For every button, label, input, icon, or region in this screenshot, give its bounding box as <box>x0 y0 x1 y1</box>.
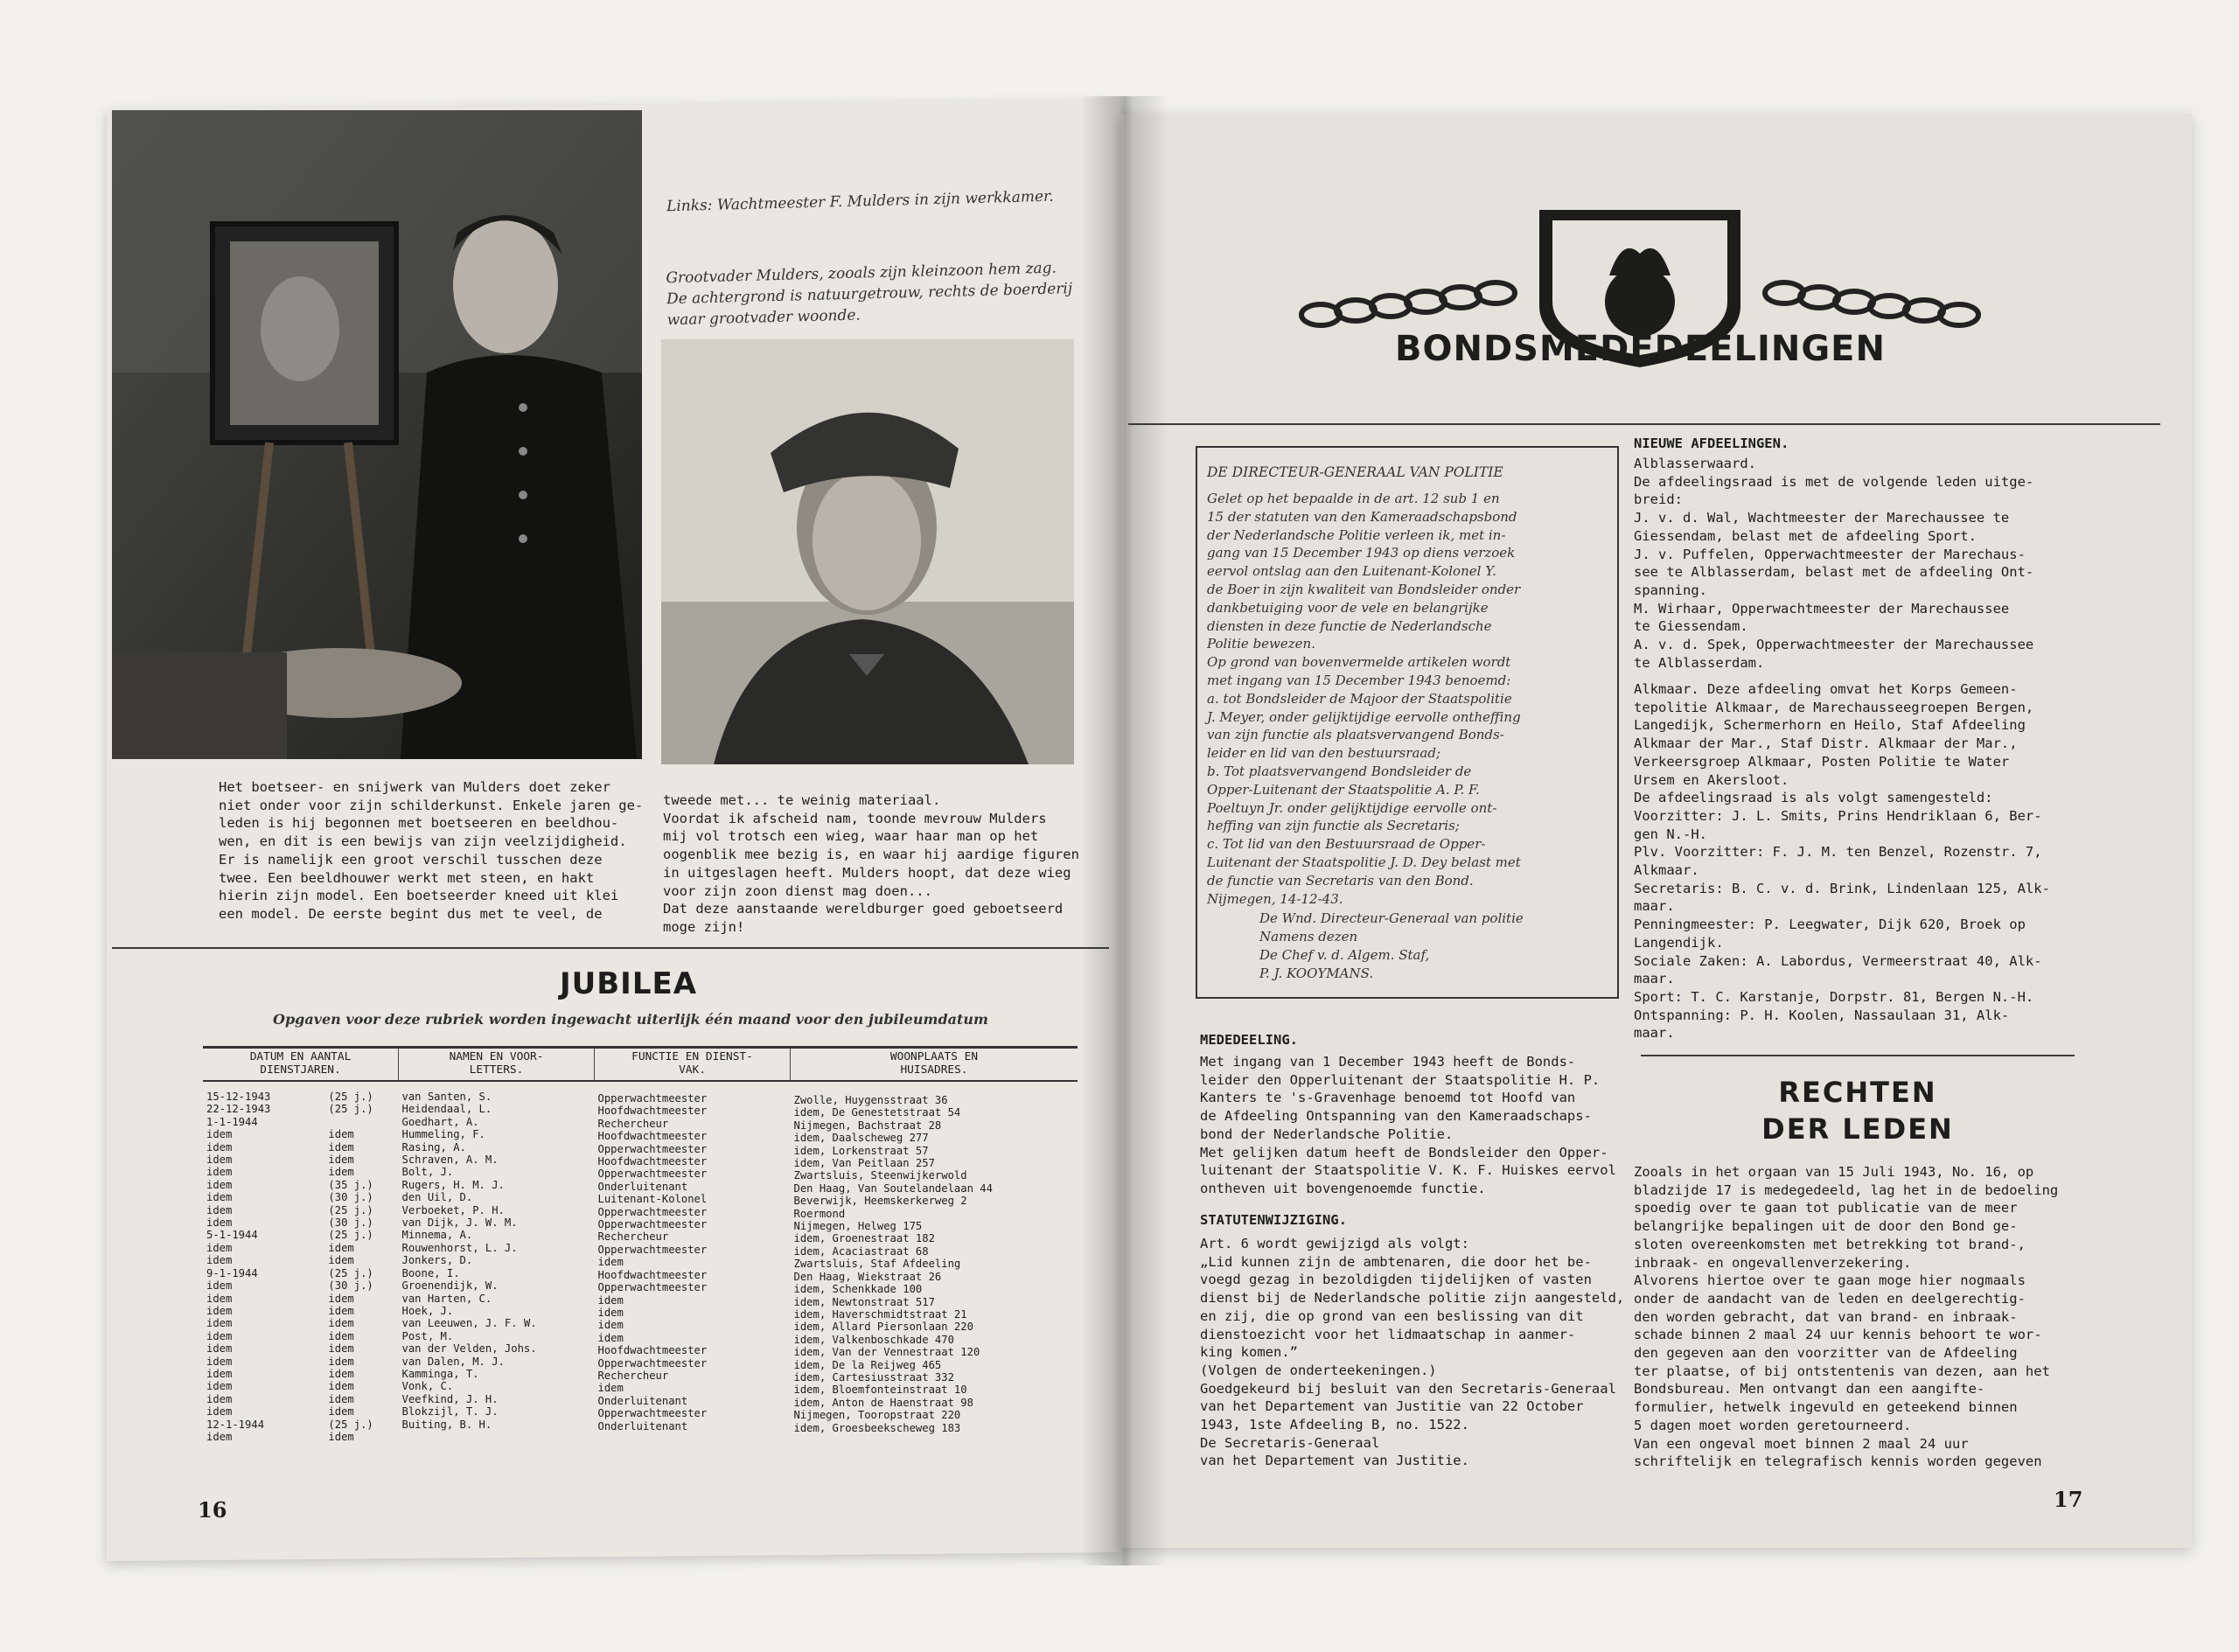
statuten-heading: STATUTENWIJZIGING. <box>1200 1212 1347 1228</box>
nieuwe-afdeelingen-text: Alblasserwaard. De afdeelingsraad is met de volgende leden uitge- breid: J. v. d. Wal, Wachtmeester der Marechaussee te Giessendam, belast met de afdeeling Sport. J. v. Puffelen, Opperwachtmeester der Marechaus- see te Alblasserdam, belast met de afdeeling Ont- spanning. M. Wirhaar, Opperwachtmeester der Marechaussee te Giessendam. A. v. d. Spek, Opperwachtmeester der Marechaussee te Alblasserdam. <box>1634 456 2034 671</box>
table-header-date: DATUM EN AANTAL DIENSTJAREN. <box>203 1048 399 1082</box>
rechten-title: RECHTEN DER LEDEN <box>1761 1076 1954 1146</box>
rechten-text: Zooals in het orgaan van 15 Juli 1943, No. 16, op bladzijde 17 is medegedeeld, lag het in de bedoeling spoedig over te gaan tot publicatie van de meer belangrijke bepalingen uit de door den Bond ge- sloten overeenkomsten met betrekking tot brand-, inbraak- en ongevallenverzekering. Alvorens hiertoe over te gaan moge hier nogmaals onder de aandacht van de leden en deelgerechtig- den worden gebracht, dat van brand- en inbraak- schade binnen 2 maal 24 uur kennis behoort te wor- den gegeven aan den voorzitter van de Afdeeling ter plaatse, of bij ontstentenis van dezen, aan het Bondsbureau. Men ontvangt dan een aangifte- formulier, hetwelk ingevuld en geteekend binnen 5 dagen moet worden geretourneerd. Van een ongeval moet binnen 2 maal 24 uur schriftelijk en telegrafisch kennis worden gegeven <box>1634 1164 2059 1470</box>
photo-grandfather <box>661 339 1074 764</box>
table-col-date: 15-12-1943 (25 j.) 22-12-1943 (25 j.) 1-1-1944 idem idem idem idem idem idem idem idem idem (35 j.) idem (30 j.) idem (25 j.) idem (30 j.) 5-1-1944 (25 j.) idem idem idem idem 9-1-1944 (25 j.) idem (30 j.) idem idem idem idem idem idem idem idem idem idem idem idem idem idem idem idem idem idem idem idem 12-1-1944 (25 j.) idem idem <box>206 1091 373 1443</box>
article-text-col2: tweede met... te weinig materiaal. Voordat ik afscheid nam, toonde mevrouw Mulders mij vol trotsch een wieg, waar haar man op het oogenblik mee bezig is, en waar hij aardige figuren in uitgeslagen heeft. Mulders hoopt, dat deze wieg voor zijn zoon dienst mag doen... Dat deze aanstaande wereldburger goed geboetseerd moge zijn! <box>663 792 1079 935</box>
page-number-left: 16 <box>198 1497 227 1523</box>
table-col-function: Opperwachtmeester Hoofdwachtmeester Rechercheur Hoofdwachtmeester Opperwachtmeester Hoofdwachtmeester Opperwachtmeester Onderluitenant Luitenant-Kolonel Opperwachtmeester Opperwachtmeester Rechercheur Opperwachtmeester idem Hoofdwachtmeester Opperwachtmeester idem idem idem idem Hoofdwachtmeester Opperwachtmeester Rechercheur idem Onderluitenant Opperwachtmeester Onderluitenant <box>597 1092 708 1432</box>
page-gutter <box>1081 96 1168 1565</box>
table-header-function: FUNCTIE EN DIENST- VAK. <box>595 1048 791 1082</box>
box-signature: De Wnd. Directeur-Generaal van politie Namens dezen De Chef v. d. Algem. Staf, P. J. KOOYMANS. <box>1259 910 1524 981</box>
table-header-address: WOONPLAATS EN HUISADRES. <box>791 1048 1078 1082</box>
box-title: DE DIRECTEUR-GENERAAL VAN POLITIE <box>1207 464 1503 480</box>
table-header-names: NAMEN EN VOOR- LETTERS. <box>399 1048 595 1082</box>
page-number-right: 17 <box>2054 1487 2083 1512</box>
statuten-text: Art. 6 wordt gewijzigd als volgt: „Lid kunnen zijn de ambtenaren, die door het be- voegd gezag in bezoldigden tijdelijken of vasten dienst bij de Nederlandsche politie zijn aangesteld, en zij, die op grond van een beslissing van dit dienstoezicht voor het lidmaatschap in aanmer- king komen.” (Volgen de onderteekeningen.) Goedgekeurd bij besluit van den Secretaris-Generaal van het Departement van Justitie van 22 October 1943, 1ste Afdeeling B, no. 1522. De Secretaris-Generaal van het Departement van Justitie. <box>1200 1236 1625 1469</box>
jubilea-title: JUBILEA <box>560 966 698 1001</box>
table-col-address: Zwolle, Huygensstraat 36 idem, De Genestetstraat 54 Nijmegen, Bachstraat 28 idem, Daalscheweg 277 idem, Lorkenstraat 57 idem, Van Peitlaan 257 Zwartsluis, Steenwijkerwold Den Haag, Van Soutelandelaan 44 Beverwijk, Heemskerkerweg 2 Roermond Nijmegen, Helweg 175 idem, Groenestraat 182 idem, Acaciastraat 68 Zwartsluis, Staf Afdeeling Den Haag, Wiekstraat 26 idem, Schenkkade 100 idem, Newtonstraat 517 idem, Haverschmidtstraat 21 idem, Allard Piersonlaan 220 idem, Valkenboschkade 470 idem, Van der Vennestraat 120 idem, De la Reijweg 465 idem, Cartesiusstraat 332 idem, Bloemfonteinstraat 10 idem, Anton de Haenstraat 98 Nijmegen, Tooropstraat 220 idem, Groesbeekscheweg 183 <box>793 1094 993 1434</box>
jubilea-subtitle: Opgaven voor deze rubriek worden ingewacht uiterlijk één maand voor den jubileumdatum <box>273 1011 988 1028</box>
jubilea-table <box>203 1046 1078 1443</box>
masthead-title: BONDSMEDEDEELINGEN <box>1395 329 1886 369</box>
mededeeling-heading: MEDEDEELING. <box>1200 1032 1298 1048</box>
caption-left-photo: Links: Wachtmeester F. Mulders in zijn werkkamer. <box>666 187 1054 216</box>
table-col-names: van Santen, S. Heidendaal, L. Goedhart, A. Hummeling, F. Rasing, A. Schraven, A. M. Bolt, J. Rugers, H. M. J. den Uil, D. Verboeket, P. H. van Dijk, J. W. M. Minnema, A. Rouwenhorst, L. J. Jonkers, D. Boone, I. Groenendijk, W. van Harten, C. Hoek, J. van Leeuwen, J. F. W. Post, M. van der Velden, Johs. van Dalen, M. J. Kamminga, T. Vonk, C. Veefkind, J. H. Blokzijl, T. J. Buiting, B. H. <box>401 1091 537 1431</box>
photo-painter <box>112 110 642 759</box>
box-text: Gelet op het bepaalde in de art. 12 sub 1 en 15 der statuten van den Kameraadschapsbond der Nederlandsche Politie verleen ik, met in- gang van 15 December 1943 op diens verzoek eervol ontslag aan den Luitenant-Kolonel Y. de Boer in zijn kwaliteit van Bondsleider onder dankbetuiging voor de vele en belangrijke diensten in deze functie de Nederlandsche Politie bewezen. Op grond van bovenvermelde artikelen wordt met ingang van 15 December 1943 benoemd: a. tot Bondsleider de Majoor der Staatspolitie J. Meyer, onder gelijktijdige eervolle ontheffing van zijn functie als plaatsvervangend Bonds- leider en lid van den bestuursraad; b. Tot plaatsvervangend Bondsleider de Opper-Luitenant der Staatspolitie A. P. F. Poeltuyn Jr. onder gelijktijdige eervolle ont- heffing van zijn functie als Secretaris; c. Tot lid van den Bestuursraad de Opper- Luitenant der Staatspolitie J. D. Dey belast met de functie van Secretaris van den Bond. Nijmegen, 14-12-43. <box>1207 491 1521 907</box>
divider-rechten <box>1641 1055 2075 1056</box>
nieuwe-afdeelingen-heading: NIEUWE AFDEELINGEN. <box>1634 436 1789 451</box>
alkmaar-text: Alkmaar. Deze afdeeling omvat het Korps Gemeen- tepolitie Alkmaar, de Marechausseegroepen Bergen, Langedijk, Schermerhorn en Heilo, Staf Afdeeling Alkmaar der Mar., Staf Distr. Alkmaar der Mar., Verkeersgroep Alkmaar, Posten Politie te Water Ursem en Akersloot. De afdeelingsraad is als volgt samengesteld: Voorzitter: J. L. Smits, Prins Hendriklaan 6, Ber- gen N.-H. Plv. Voorzitter: F. J. M. ten Benzel, Rozenstr. 7, Alkmaar. Secretaris: B. C. v. d. Brink, Lindenlaan 125, Alk- maar. Penningmeester: P. Leegwater, Dijk 620, Broek op Langendijk. Sociale Zaken: A. Labordus, Vermeerstraat 40, Alk- maar. Sport: T. C. Karstanje, Dorpstr. 81, Bergen N.-H. Ontspanning: P. H. Koolen, Nassaulaan 31, Alk- maar. <box>1634 681 2050 1042</box>
mededeeling-text: Met ingang van 1 December 1943 heeft de Bonds- leider den Opperluitenant der Staatspolitie H. P. Kanters te 's-Gravenhage benoemd tot Hoofd van de Afdeeling Ontspanning van den Kameraadschaps- bond der Nederlandsche Politie. Met gelijken datum heeft de Bondsleider den Opper- luitenant der Staatspolitie V. K. F. Huiskes eervol ontheven uit bovengenoemde functie. <box>1200 1054 1616 1196</box>
caption-grandfather: Grootvader Mulders, zooals zijn kleinzoon hem zag. De achtergrond is natuurgetrouw, rechts de boerderij waar grootvader woonde. <box>666 259 1073 330</box>
divider-jubilea <box>112 947 1109 949</box>
article-text-col1: Het boetseer- en snijwerk van Mulders doet zeker niet onder voor zijn schilderkunst. Enkele jaren ge- leden is hij begonnen met boetseeren en beeldhou- wen, en dit is een bewijs van zijn veelzijdigheid. Er is namelijk een groot verschil tusschen deze twee. Een beeldhouwer werkt met steen, en hakt hierin zijn model. Een boetseerder kneed uit klei een model. De eerste begint dus met te veel, de <box>219 779 644 922</box>
divider-top-right <box>1128 423 2160 425</box>
